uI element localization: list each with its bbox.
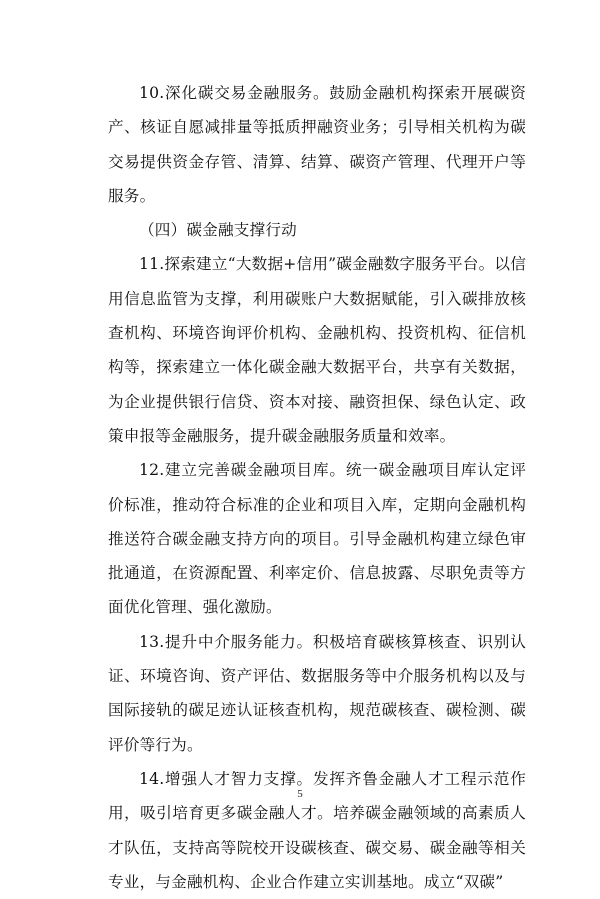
page-number: 5 bbox=[297, 788, 303, 800]
document-body bbox=[108, 76, 526, 899]
paragraph-13: 13.提升中介服务能力。积极培育碳核算核查、识别认证、环境咨询、资产评估、数据服务等中介服务机构以及与国际接轨的碳足迹认证核查机构，规范碳核查、碳检测、碳评价等行为。 bbox=[108, 632, 526, 754]
paragraph-12: 12.建立完善碳金融项目库。统一碳金融项目库认定评价标准，推动符合标准的企业和项目入库，定期向金融机构推送符合碳金融支持方向的项目。引导金融机构建立绿色审批通道，在资源配置、利率定价、信息披露、尽职免责等方面优化管理、强化激励。 bbox=[108, 461, 526, 617]
paragraph-14: 14.增强人才智力支撑。发挥齐鲁金融人才工程示范作用，吸引培育更多碳金融人才。培养碳金融领域的高素质人才队伍，支持高等院校开设碳核查、碳交易、碳金融等相关专业，与金融机构、企业合作建立实训基地。成立“双碳” bbox=[108, 769, 526, 891]
section-heading-4: （四）碳金融支撑行动 bbox=[139, 221, 297, 240]
paragraph-10: 10.深化碳交易金融服务。鼓励金融机构探索开展碳资产、核证自愿减排量等抵质押融资业务；引导相关机构为碳交易提供资金存管、清算、结算、碳资产管理、代理开户等服务。 bbox=[108, 84, 526, 205]
paragraph-11: 11.探索建立“大数据+信用”碳金融数字服务平台。以信用信息监管为支撑，利用碳账户大数据赋能，引入碳排放核查机构、环境咨询评价机构、金融机构、投资机构、征信机构等，探索建立一体化碳金融大数据平台，共享有关数据，为企业提供银行信贷、资本对接、融资担保、绿色认定、政策申报等金融服务，提升碳金融服务质量和效率。 bbox=[108, 255, 526, 445]
